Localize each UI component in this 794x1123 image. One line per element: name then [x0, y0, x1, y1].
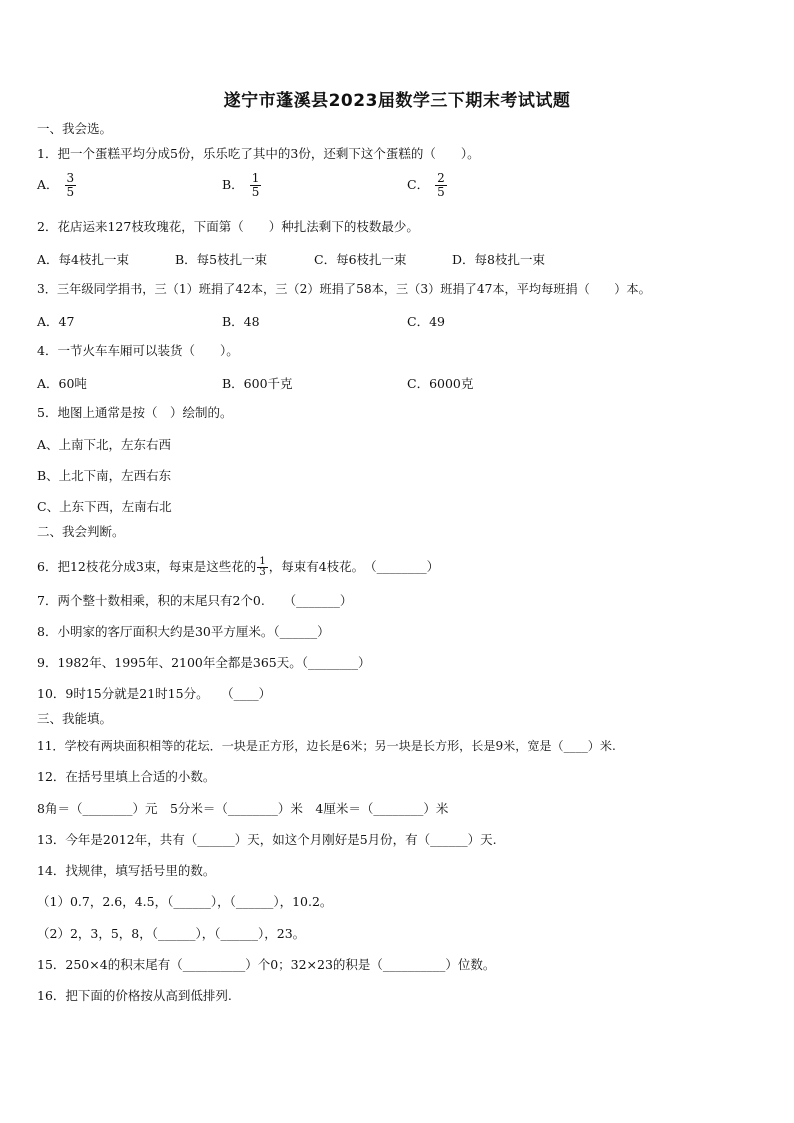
fraction: $\frac{1}{3}$ — [259, 556, 266, 578]
question-11: 11．学校有两块面积相等的花坛．一块是正方形，边长是6米；另一块是长方形，长是9米，宽是（____）米. — [37, 739, 616, 753]
q1-option-b: B． $\frac{1}{5}$ — [222, 171, 260, 199]
section-heading-fill: 三、我能填。 — [37, 711, 113, 726]
question-15: 15．250×4的积末尾有（__________）个0；32×23的积是（__________）位数。 — [37, 957, 496, 972]
q2-option-c: C．每6枝扎一束 — [314, 252, 407, 267]
q4-option-c: C．6000克 — [407, 376, 474, 391]
section-heading-choice: 一、我会选。 — [37, 121, 113, 136]
question-16: 16．把下面的价格按从高到低排列. — [37, 988, 232, 1003]
question-7: 7．两个整十数相乘，积的末尾只有2个0. （_______） — [37, 593, 353, 608]
question-12-blanks: 8角＝（________）元 5分米＝（________）米 4厘米＝（________）米 — [37, 801, 449, 816]
q2-option-d: D．每8枝扎一束 — [452, 252, 545, 267]
question-14: 14．找规律，填写括号里的数。 — [37, 863, 216, 878]
q5-option-a: A、上南下北，左东右西 — [37, 437, 172, 452]
question-2: 2．花店运来127枝玫瑰花，下面第（ ）种扎法剩下的枝数最少。 — [37, 219, 419, 234]
q4-option-b: B．600千克 — [222, 376, 293, 391]
q2-option-a: A．每4枝扎一束 — [37, 252, 129, 267]
fraction: $\frac{3}{5}$ — [66, 171, 75, 199]
question-3: 3．三年级同学捐书，三（1）班捐了42本，三（2）班捐了58本，三（3）班捐了47本，平均每班捐（ ）本。 — [37, 282, 651, 296]
fraction: $\frac{2}{5}$ — [437, 171, 445, 199]
question-8: 8．小明家的客厅面积大约是30平方厘米。（______） — [37, 624, 330, 639]
q2-option-b: B．每5枝扎一束 — [175, 252, 268, 267]
q3-option-c: C．49 — [407, 314, 445, 329]
question-4: 4．一节火车车厢可以装货（ ）。 — [37, 343, 239, 358]
question-6: 6．把12枝花分成3束，每束是这些花的 $\frac{1}{3}$ ，每束有4枝花。 （________） — [37, 556, 440, 578]
q1-option-a: A． $\frac{3}{5}$ — [37, 171, 75, 199]
q3-option-b: B．48 — [222, 314, 260, 329]
q5-option-c: C、上东下西，左南右北 — [37, 499, 172, 514]
q3-option-a: A．47 — [37, 314, 75, 329]
question-5: 5．地图上通常是按（ ）绘制的。 — [37, 405, 233, 420]
q1-option-c: C． $\frac{2}{5}$ — [407, 171, 445, 199]
question-10: 10．9时15分就是21时15分。 （____） — [37, 686, 272, 701]
question-14-part-1: （1）0.7，2.6，4.5，（______），（______），10.2。 — [37, 894, 333, 909]
q4-option-a: A．60吨 — [37, 376, 87, 391]
question-1: 1．把一个蛋糕平均分成5份，乐乐吃了其中的3份，还剩下这个蛋糕的（ ）。 — [37, 146, 480, 161]
fraction: $\frac{1}{5}$ — [251, 171, 260, 199]
page-title: 遂宁市蓬溪县2023届数学三下期末考试试题 — [223, 91, 571, 111]
question-14-part-2: （2）2，3，5，8，（______），（______），23。 — [37, 926, 306, 941]
question-12: 12．在括号里填上合适的小数。 — [37, 769, 216, 784]
question-13: 13．今年是2012年，共有（______）天，如这个月刚好是5月份，有（______）天. — [37, 832, 497, 847]
q5-option-b: B、上北下南，左西右东 — [37, 468, 172, 483]
question-9: 9．1982年、1995年、2100年全都是365天。（________） — [37, 655, 371, 670]
section-heading-judge: 二、我会判断。 — [37, 524, 125, 539]
